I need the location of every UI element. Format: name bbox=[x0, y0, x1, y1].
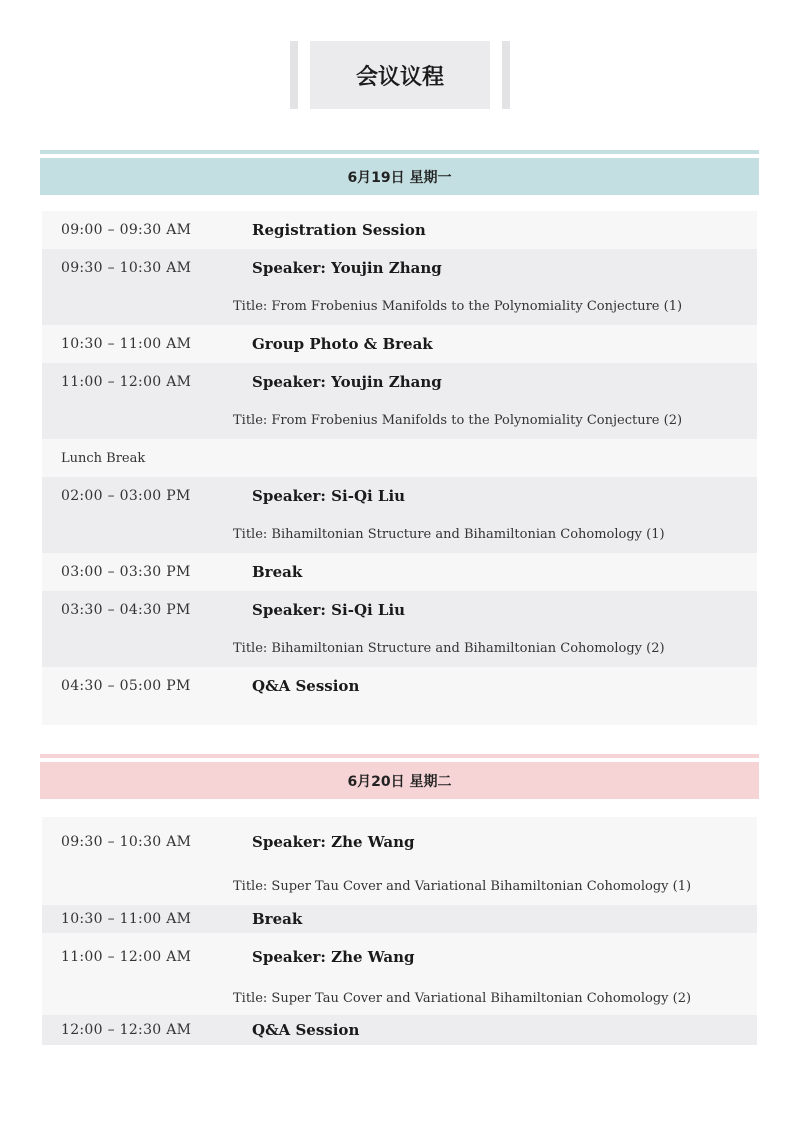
talk-title: Title: Super Tau Cover and Variational Bihamiltonian Cohomology (1) bbox=[233, 878, 692, 894]
talk-title: Title: From Frobenius Manifolds to the Polynomiality Conjecture (2) bbox=[233, 412, 683, 428]
session-label: Break bbox=[252, 910, 303, 928]
schedule-row bbox=[42, 363, 757, 439]
page-title: 会议议程 bbox=[310, 41, 490, 109]
talk-title: Title: Bihamiltonian Structure and Bihamiltonian Cohomology (1) bbox=[233, 526, 665, 542]
session-label: Group Photo & Break bbox=[252, 335, 433, 353]
talk-title: Title: From Frobenius Manifolds to the Polynomiality Conjecture (1) bbox=[233, 298, 683, 314]
schedule-row bbox=[42, 553, 757, 591]
schedule-row bbox=[42, 211, 757, 249]
schedule-row bbox=[42, 477, 757, 553]
day-1-schedule bbox=[42, 211, 757, 725]
day-2-header: 6月20日 星期二 bbox=[40, 762, 759, 799]
lunch-break-label: Lunch Break bbox=[61, 450, 146, 466]
day-1-header: 6月19日 星期一 bbox=[40, 158, 759, 195]
session-speaker: Speaker: Youjin Zhang bbox=[252, 373, 442, 391]
session-label: Registration Session bbox=[252, 221, 426, 239]
session-label: Q&A Session bbox=[252, 677, 360, 695]
session-time: 12:00 – 12:30 AM bbox=[61, 1022, 192, 1038]
session-time: 11:00 – 12:00 AM bbox=[61, 374, 192, 390]
session-speaker: Speaker: Si-Qi Liu bbox=[252, 487, 406, 505]
session-time: 09:00 – 09:30 AM bbox=[61, 222, 192, 238]
session-speaker: Speaker: Si-Qi Liu bbox=[252, 601, 406, 619]
title-decor-right bbox=[502, 41, 510, 109]
schedule-row bbox=[42, 817, 757, 905]
session-time: 10:30 – 11:00 AM bbox=[61, 911, 192, 927]
schedule-row bbox=[42, 1015, 757, 1045]
title-decor-left bbox=[290, 41, 298, 109]
session-label: Q&A Session bbox=[252, 1021, 360, 1039]
session-time: 10:30 – 11:00 AM bbox=[61, 336, 192, 352]
schedule-row bbox=[42, 591, 757, 667]
session-speaker: Speaker: Zhe Wang bbox=[252, 948, 415, 966]
session-label: Break bbox=[252, 563, 303, 581]
day-2-divider bbox=[40, 754, 759, 758]
session-speaker: Speaker: Zhe Wang bbox=[252, 833, 415, 851]
session-time: 03:00 – 03:30 PM bbox=[61, 564, 191, 580]
session-time: 09:30 – 10:30 AM bbox=[61, 834, 192, 850]
session-time: 02:00 – 03:00 PM bbox=[61, 488, 191, 504]
schedule-row bbox=[42, 439, 757, 477]
session-speaker: Speaker: Youjin Zhang bbox=[252, 259, 442, 277]
schedule-row bbox=[42, 905, 757, 933]
talk-title: Title: Super Tau Cover and Variational Bihamiltonian Cohomology (2) bbox=[233, 990, 692, 1006]
day-1-divider bbox=[40, 150, 759, 154]
schedule-row bbox=[42, 249, 757, 325]
day-2-schedule bbox=[42, 817, 757, 1045]
session-time: 09:30 – 10:30 AM bbox=[61, 260, 192, 276]
schedule-row bbox=[42, 667, 757, 725]
schedule-row bbox=[42, 325, 757, 363]
schedule-row bbox=[42, 933, 757, 1015]
session-time: 11:00 – 12:00 AM bbox=[61, 949, 192, 965]
talk-title: Title: Bihamiltonian Structure and Bihamiltonian Cohomology (2) bbox=[233, 640, 665, 656]
session-time: 03:30 – 04:30 PM bbox=[61, 602, 191, 618]
session-time: 04:30 – 05:00 PM bbox=[61, 678, 191, 694]
page-title-block bbox=[290, 41, 510, 109]
